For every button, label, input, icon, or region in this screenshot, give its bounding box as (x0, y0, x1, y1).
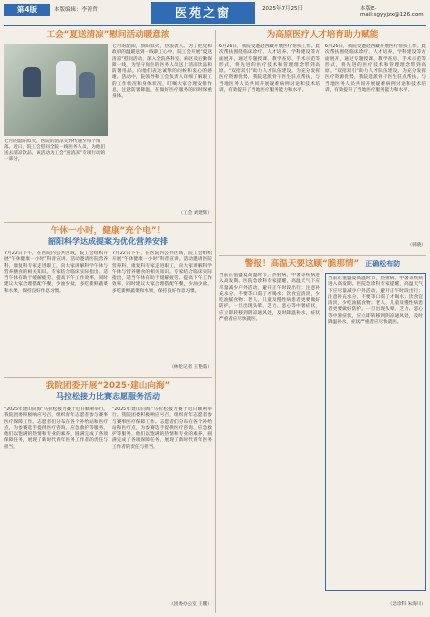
article-subtitle: 韶阳科学达成提案为优化营养安排 (48, 237, 168, 246)
article-summer-care (4, 30, 212, 218)
article-body: 6月26日，我院受邀赴西藏开展医疗帮扶工作。此次帮扶围绕临床诊疗、人才培养、学科建设等方面展开，通过专题授课、教学查房、手术示范等形式，将先进的医疗技术和管理理念带到高原。“双招双引”助力人才队伍建设。为充分发挥医疗资源优势，我院选派骨干医生驻点帮扶，与当地医务人员共同开展疑难病例讨论和技术培训，有效提升了当地医疗服务能力和水平。 (219, 44, 320, 94)
article-body-continued: “2025年建山向海”马拉松接力赛于近日顺利举行。我院团委积极响应号召，组织青年志愿者参与赛事医疗保障工作。志愿者们分布在各个补给站和医疗点，为参赛选手提供医疗咨询、应急救护等服务。他们以饱满的热情和专业的素养，圆满完成了各项保障任务，展现了新时代青年医务工作者的责任与担当。 (112, 407, 212, 450)
article-marathon-volunteers (4, 381, 212, 613)
photo-caption: 七月的韶阳似火，医院的清凉关怀传递至每个角落。近日，院工会慰问全院一线医务人员，为他们送去清凉饮品。该活动为工会“送清凉”专项行动的一部分。 (4, 139, 106, 162)
article-body: 七月的韶阳，骄阳似火，热浪袭人。为了把党和政府的温暖送到一线职工心中，院工会开展“夏送清凉”慰问活动，深入全院各科室、病区及后勤保障一线，为坚守岗位的医务人员送上清凉饮品和防暑用品，向他们表达诚挚的问候和衷心的感谢。活动中，院领导和工会负责人详细了解职工的工作状况和身体状况，叮嘱大家合理安排作息，注意防暑降温，在做好医疗服务的同时保重身体。 (112, 44, 212, 100)
article-plateau-talent (219, 30, 426, 252)
article-byline: （韩晓） (407, 243, 426, 248)
column-divider (215, 30, 216, 613)
article-title: 午休一小时，健康“充个电”！ (50, 226, 166, 236)
section-masthead: 医苑之窗 (151, 2, 255, 24)
article-heatstroke-warning (219, 259, 426, 613)
article-title: 我院团委开展“2025·建山向海” (45, 381, 171, 391)
article-body: “2025年建山向海”马拉松接力赛于近日顺利举行。我院团委积极响应号召，组织青年志愿者参与赛事医疗保障工作。志愿者们分布在各个补给站和医疗点，为参赛选手提供医疗咨询、应急救护等服务。他们以饱满的热情和专业的素养，圆满完成了各项保障任务，展现了新时代青年医务工作者的责任与担当。 (4, 407, 108, 450)
article-photo (4, 44, 108, 136)
page-header (0, 0, 430, 28)
article-title: 警报！高温天要这顾“脆那情” (244, 259, 360, 269)
article-body: 当前正值盛夏高温时节，热射病、中暑等疾病进入高发期。医院急诊科专家提醒，高温天气下应尽量减少户外活动，避开正午时段出行；注意补充水分，不要等口渴了才喝水；饮食宜清淡，少吃油腻食物；老人、儿童及慢性病患者更要做好防护。一旦出现头晕、乏力、恶心等中暑症状，应立即转移到阴凉通风处，及时降温补水，症状严重者应尽快就医。 (219, 273, 320, 323)
section-divider (219, 255, 426, 256)
article-byline: （林伦记者 王艳茹） (169, 365, 212, 370)
article-subtitle: 马拉松接力比赛志愿服务活动 (56, 392, 160, 401)
article-title: 为高原医疗人才培育助力赋能 (266, 30, 379, 40)
article-body-continued: 6月26日，我院受邀赴西藏开展医疗帮扶工作。此次帮扶围绕临床诊疗、人才培养、学科建设等方面展开，通过专题授课、教学查房、手术示范等形式，将先进的医疗技术和管理理念带到高原。“双招双引”助力人才队伍建设。为充分发挥医疗资源优势，我院选派骨干医生驻点帮扶，与当地医务人员共同开展疑难病例讨论和技术培训，有效提升了当地医疗服务能力和水平。 (325, 44, 426, 94)
article-body-continued: 当前正值盛夏高温时节，热射病、中暑等疾病进入高发期。医院急诊科专家提醒，高温天气下应尽量减少户外活动，避开正午时段出行；注意补充水分，不要等口渴了才喝水；饮食宜清淡，少吃油腻食物；老人、儿童及慢性病患者更要做好防护。一旦出现头晕、乏力、恶心等中暑症状，应立即转移到阴凉通风处，及时降温补水，症状严重者应尽快就医。 (328, 276, 423, 326)
article-body: 7月22日下午，在医院内公共区域，院工会组织开展“午休健康一小时”科普宣讲。活动邀请医院营养科、康复科专家走进职工，向大家讲解科学午休与营养膳食的相关知识。专家结合临床实际指出，适当午休有助于缓解疲劳、提高下午工作效率，同时建议大家合理搭配午餐，少油少盐，多吃新鲜蔬菜和水果，保持良好作息习惯。 (4, 251, 108, 294)
issue-date: 2025年7月25日 (262, 6, 303, 12)
article-byline: （工会 刘建辉） (178, 211, 212, 216)
section-divider (4, 377, 212, 378)
header-divider (4, 25, 426, 26)
article-byline: （团委办公室 王鹏） (169, 602, 212, 607)
contact-email: 本版E-mail:sgyyjzx@126.com (360, 6, 424, 18)
tips-box (325, 273, 426, 591)
section-divider (4, 222, 212, 223)
article-body-continued: 7月22日下午，在医院内公共区域，院工会组织开展“午休健康一小时”科普宣讲。活动邀请医院营养科、康复科专家走进职工，向大家讲解科学午休与营养膳食的相关知识。专家结合临床实际指出，适当午休有助于缓解疲劳、提高下午工作效率，同时建议大家合理搭配午餐，少油少盐，多吃新鲜蔬菜和水果，保持良好作息习惯。 (112, 251, 212, 294)
article-title: 工会“夏送清凉”慰问活动暖意浓 (46, 30, 170, 40)
article-noon-rest (4, 226, 212, 374)
article-subtitle: 正确松布防 (365, 260, 401, 268)
article-byline: （急诊科 朱海川） (387, 602, 426, 607)
page-number-label: 第4版 (4, 4, 50, 16)
editor-credit: 本版编辑：李菁哲 (54, 7, 99, 13)
